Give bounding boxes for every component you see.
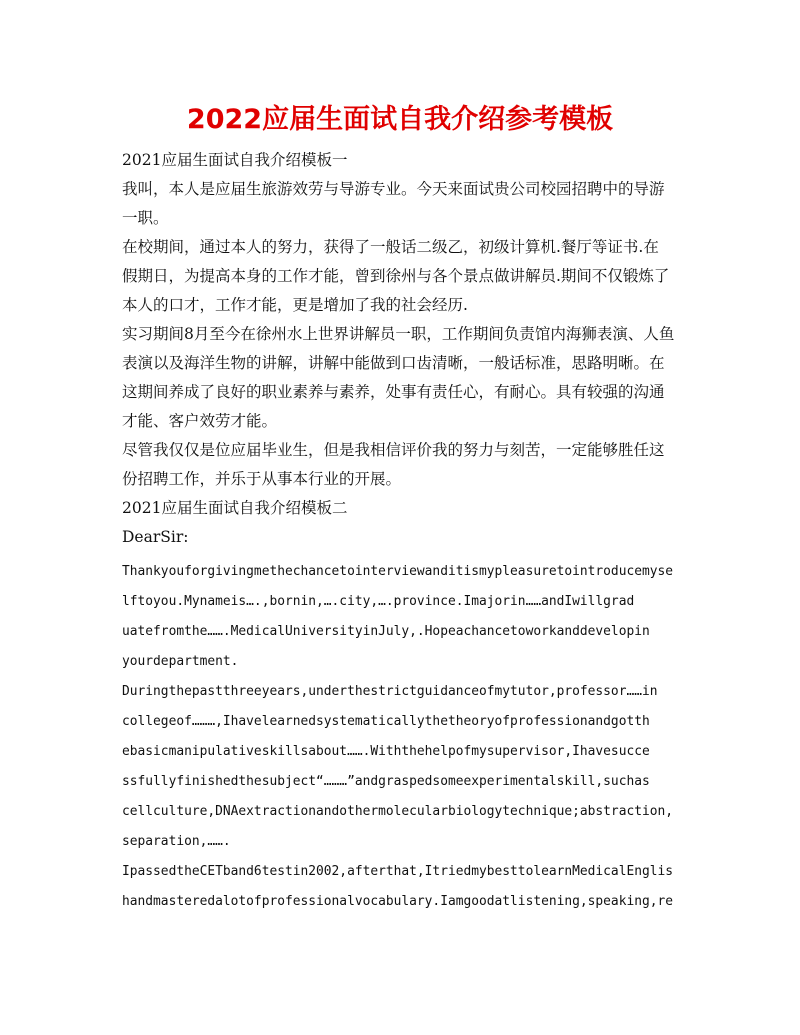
document-body [122,146,682,917]
paragraph-line: Thankyouforgivingmethechancetointerviewanditismypleasuretointroducemyse [122,564,674,579]
paragraph-line: 表演以及海洋生物的讲解，讲解中能做到口齿清晰，一般话标准，思路明晰。在 [122,354,665,372]
paragraph-line: 这期间养成了良好的职业素养与素养，处事有责任心，有耐心。具有较强的沟通 [122,383,665,401]
paragraph-line: collegeof………,Ihavelearnedsystematicallythetheoryofprofessionandgotth [122,714,650,729]
paragraph-line: 份招聘工作，并乐于从事本行业的开展。 [122,470,402,488]
paragraph-line: handmasteredalotofprofessionalvocabulary.Iamgoodatlistening,speaking,re [122,894,674,909]
document-title: 2022应届生面试自我介绍参考模板 [186,104,614,135]
paragraph-line: ssfullyfinishedthesubject“………”andgraspedsomeexperimentalskill,suchas [122,774,650,789]
paragraph-line: uatefromthe…….MedicalUniversityinJuly,.Hopeachancetoworkanddevelopin [122,624,650,639]
paragraph-line: 尽管我仅仅是位应届毕业生，但是我相信评价我的努力与刻苦，一定能够胜任这 [122,441,665,459]
paragraph-line: 假期日，为提高本身的工作才能，曾到徐州与各个景点做讲解员.期间不仅锻炼了 [122,267,670,285]
paragraph-line: lftoyou.Mynameis….,bornin,….city,….province.Imajorin……andIwillgrad [122,594,635,609]
paragraph-line: 实习期间8月至今在徐州水上世界讲解员一职，工作期间负责馆内海狮表演、人鱼 [122,325,675,343]
section-heading: 2021应届生面试自我介绍模板一 [122,151,348,169]
paragraph-line: 我叫，本人是应届生旅游效劳与导游专业。今天来面试贵公司校园招聘中的导游 [122,180,665,198]
paragraph-line: 本人的口才，工作才能，更是增加了我的社会经历. [122,296,468,314]
paragraph-line: ebasicmanipulativeskillsabout…….Withthehelpofmysupervisor,Ihavesucce [122,744,650,759]
paragraph-line: 才能、客户效劳才能。 [122,412,278,430]
section-heading: 2021应届生面试自我介绍模板二 [122,499,348,517]
paragraph-line: 一职。 [122,209,169,227]
paragraph-line: yourdepartment. [122,654,239,669]
salutation: DearSir: [122,528,189,546]
paragraph-line: 在校期间，通过本人的努力，获得了一般话二级乙，初级计算机.餐厅等证书.在 [122,238,659,256]
paragraph-line: cellculture,DNAextractionandothermolecularbiologytechnique;abstraction, [122,804,674,819]
paragraph-line: separation,……. [122,834,231,849]
paragraph-line: Duringthepastthreeyears,underthestrictguidanceofmytutor,professor……in [122,684,658,699]
paragraph-line: IpassedtheCETband6testin2002,afterthat,ItriedmybesttolearnMedicalEnglis [122,864,674,879]
